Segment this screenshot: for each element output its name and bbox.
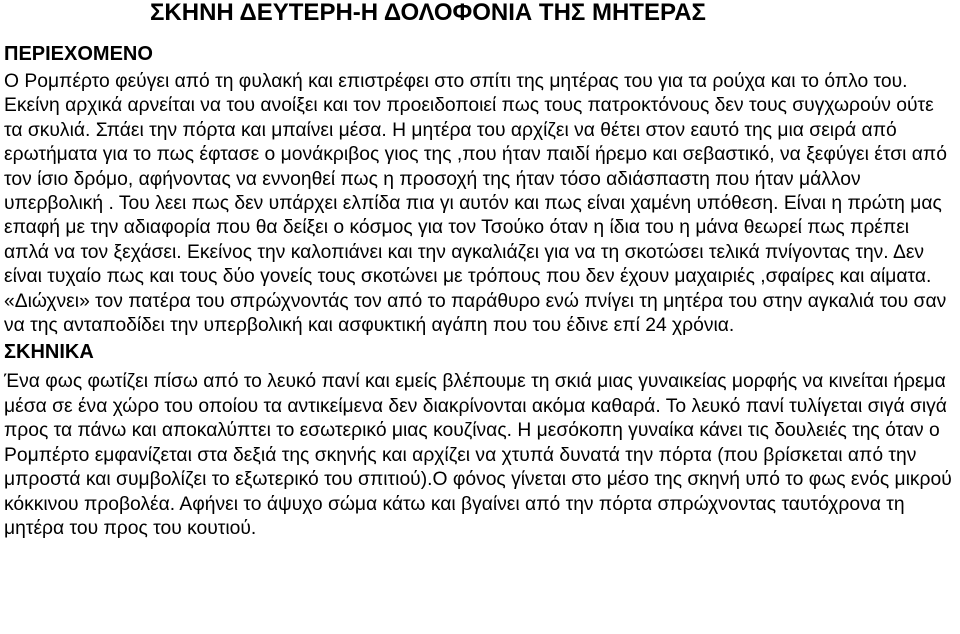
scenic-paragraph: Ένα φως φωτίζει πίσω από το λευκό πανί και εμείς βλέπουμε τη σκιά μιας γυναικείας μορφής να κινείται ήρεμα μέσα σε ένα χώρο του οποίου τα αντικείμενα δεν διακρίνονται ακόμα καθαρά. Το λευκό πανί τυλίγεται σιγά σιγά προς τα πάνω και αποκαλύπτει το εσωτερικό μιας κουζίνας. Η μεσόκοπη γυναίκα κάνει τις δουλειές της όταν ο Ρομπέρτο εμφανίζεται στα δεξιά της σκηνής και αρχίζει να χτυπά δυνατά την πόρτα (που βρίσκεται από την μπροστά και συμβολίζει το εξωτερικό του σπιτιού).Ο φόνος γίνεται στο μέσο της σκηνή υπό το φως ενός μικρού κόκκινου προβολέα. Αφήνει το άψυχο σώμα κάτω και βγαίνει από την πόρτα σπρώχνοντας ταυτόχρονα τη μητέρα του προς του κουτιού. xyxy=(4,371,952,539)
content-paragraph: Ο Ρομπέρτο φεύγει από τη φυλακή και επιστρέφει στο σπίτι της μητέρας του για τα ρούχα και το όπλο του. Εκείνη αρχικά αρνείται να του ανοίξει και τον προειδοποιεί πως τους πατροκτόνους δεν τους συγχωρούν ούτε τα σκυλιά. Σπάει την πόρτα και μπαίνει μέσα. Η μητέρα του αρχίζει να θέτει στον εαυτό της μια σειρά από ερωτήματα για το πως έφτασε ο μονάκριβος γιος της ,που ήταν παιδί ήρεμο και σεβαστικό, να ξεφύγει έτσι από τον ίσιο δρόμο, αφήνοντας να εννοηθεί πως η προσοχή της ήταν τόσο αδιάσπαστη που ήταν μάλλον υπερβολική . Του λεει πως δεν υπάρχει ελπίδα πια γι αυτόν και πως είναι χαμένη υπόθεση. Είναι η πρώτη μας επαφή με την αδιαφορία που θα δείξει ο κόσμος για τον Τσούκο όταν η ίδια του η μάνα θεωρεί πως πρέπει απλά να τον ξεχάσει. Εκείνος την καλοπιάνει και την αγκαλιάζει για να τη σκοτώσει τελικά πνίγοντας την. Δεν είναι τυχαίο πως και τους δύο γονείς τους σκοτώνει με τρόπους που δεν έχουν μαχαιριές ,σφαίρες και αίματα. «Διώχνει» τον πατέρα του σπρώχνοντάς τον από το παράθυρο ενώ πνίγει τη μητέρα του στην αγκαλιά του σαν να της ανταποδίδει την υπερβολική και ασφυκτική αγάπη που του έδινε επί 24 χρόνια. xyxy=(4,71,947,337)
content-heading: ΠΕΡΙΕΧΟΜΕΝΟ xyxy=(4,43,153,65)
scene-title: ΣΚΗΝΗ ΔΕΥΤΕΡΗ-Η ΔΟΛΟΦΟΝΙΑ ΤΗΣ ΜΗΤΕΡΑΣ xyxy=(150,0,706,26)
document-page xyxy=(4,0,956,541)
scenic-heading: ΣΚΗΝΙΚΑ xyxy=(4,341,94,364)
